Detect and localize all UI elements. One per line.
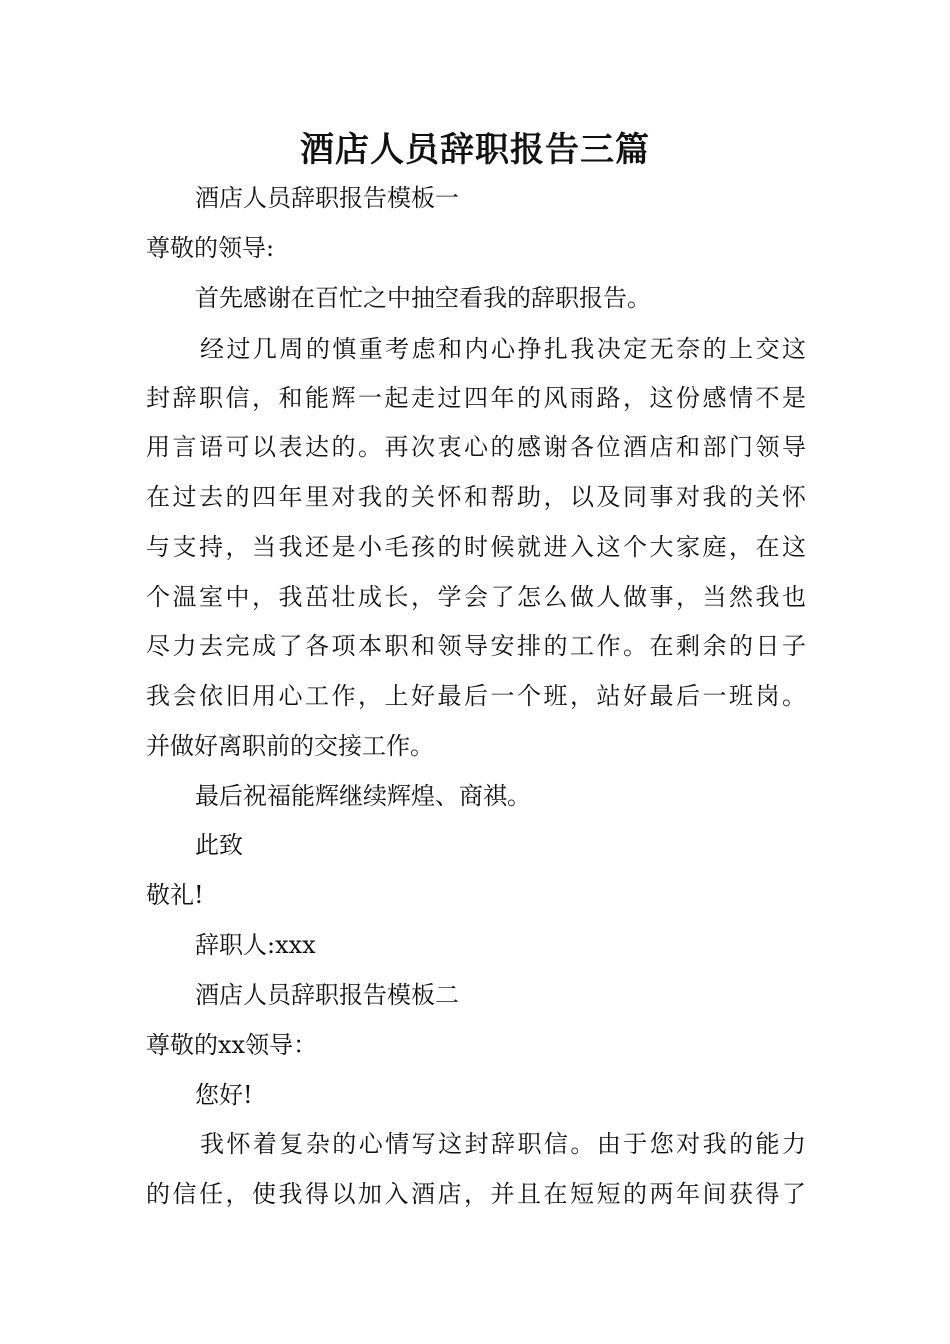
section-heading-template-two: 酒店人员辞职报告模板二	[195, 981, 459, 1009]
body-line: 封辞职信，和能辉一起走过四年的风雨路，这份感情不是	[146, 384, 806, 412]
closing-line: 此致	[195, 831, 243, 859]
signature-line: 辞职人:xxx	[195, 931, 316, 959]
body-line: 的信任，使我得以加入酒店，并且在短短的两年间获得了	[146, 1180, 806, 1208]
greeting-line: 您好!	[195, 1081, 253, 1109]
section-heading-template-one: 酒店人员辞职报告模板一	[195, 184, 459, 212]
body-line: 与支持，当我还是小毛孩的时候就进入这个大家庭，在这	[146, 533, 806, 561]
document-title: 酒店人员辞职报告三篇	[300, 130, 650, 170]
body-line: 并做好离职前的交接工作。	[146, 732, 434, 760]
body-line: 用言语可以表达的。再次衷心的感谢各位酒店和部门领导	[146, 433, 806, 461]
salutation-line: 尊敬的xx领导：	[146, 1031, 318, 1059]
body-line: 尽力去完成了各项本职和领导安排的工作。在剩余的日子	[146, 632, 806, 660]
body-line: 个温室中，我茁壮成长，学会了怎么做人做事，当然我也	[146, 583, 806, 611]
closing-line: 敬礼!	[146, 881, 204, 909]
body-line: 我会依旧用心工作，上好最后一个班，站好最后一班岗。	[146, 682, 806, 710]
body-line: 首先感谢在百忙之中抽空看我的辞职报告。	[195, 284, 651, 312]
body-line: 在过去的四年里对我的关怀和帮助，以及同事对我的关怀	[146, 483, 806, 511]
salutation-line: 尊敬的领导:	[146, 234, 275, 262]
body-line: 我怀着复杂的心情写这封辞职信。由于您对我的能力	[200, 1130, 806, 1158]
body-line: 最后祝福能辉继续辉煌、商祺。	[195, 782, 531, 810]
body-line: 经过几周的慎重考虑和内心挣扎我决定无奈的上交这	[200, 335, 806, 363]
